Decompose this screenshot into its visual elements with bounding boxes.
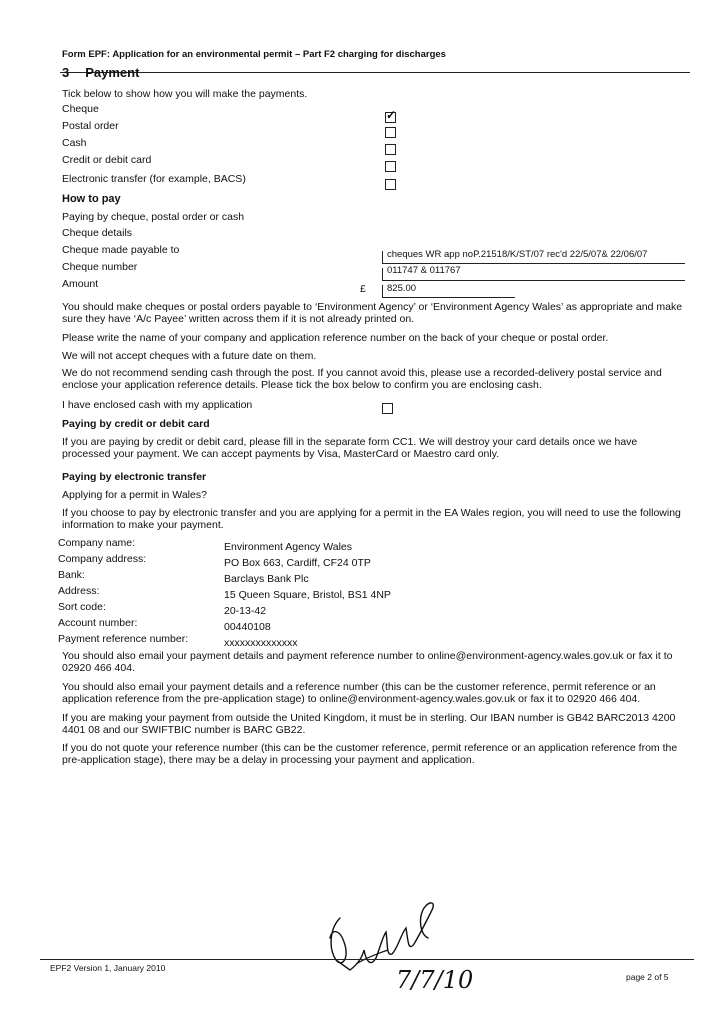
wales-question: Applying for a permit in Wales? — [62, 489, 207, 501]
cash-post-paragraph: We do not recommend sending cash through the post. If you cannot avoid this, please use a recorded-delivery postal service and enclose your application reference details. Please tick the box below to confirm you are enclosing cash. — [62, 367, 662, 391]
payable-value: cheques WR app noP.21518/K/ST/07 rec'd 22/5/07& 22/06/07 — [387, 249, 648, 260]
page-number: page 2 of 5 — [626, 972, 669, 982]
detail-label: Sort code: — [58, 601, 106, 613]
email-reference-paragraph: You should also email your payment details and a reference number (this can be the customer reference, permit reference or an application reference from the pre-application stage) to online@environment-agency.wales.gov.uk or fax it to 02920 466 404. — [62, 681, 656, 705]
how-to-pay-heading: How to pay — [62, 193, 121, 205]
postal-order-checkbox[interactable] — [385, 127, 396, 138]
cheque-details-line: Cheque details — [62, 227, 133, 239]
header-rule — [60, 72, 690, 73]
detail-label: Address: — [58, 585, 100, 597]
amount-label: Amount — [62, 278, 99, 290]
detail-value: 20-13-42 — [224, 605, 267, 617]
detail-value: xxxxxxxxxxxxxx — [224, 637, 298, 649]
method-label-electronic: Electronic transfer (for example, BACS) — [62, 173, 246, 185]
method-label-postal-order: Postal order — [62, 120, 119, 132]
detail-value: Environment Agency Wales — [224, 541, 353, 553]
detail-label: Account number: — [58, 617, 138, 629]
method-label-card: Credit or debit card — [62, 154, 152, 166]
handwritten-date: 7/7/10 — [396, 966, 474, 994]
detail-label: Payment reference number: — [58, 633, 189, 645]
future-date-paragraph: We will not accept cheques with a future date on them. — [62, 350, 317, 362]
method-label-cash: Cash — [62, 137, 87, 149]
cash-enclosed-checkbox[interactable] — [382, 403, 393, 414]
detail-value: Barclays Bank Plc — [224, 573, 309, 585]
card-checkbox[interactable] — [385, 161, 396, 172]
method-label-cheque: Cheque — [62, 103, 99, 115]
cheque-checkbox[interactable] — [385, 108, 397, 123]
cash-enclosed-label: I have enclosed cash with my application — [62, 399, 253, 411]
section-number: 3 — [62, 65, 70, 80]
currency-symbol: £ — [360, 283, 366, 295]
detail-value: 15 Queen Square, Bristol, BS1 4NP — [224, 589, 391, 601]
detail-label: Bank: — [58, 569, 85, 581]
cheque-number-value: 011747 & 011767 — [387, 265, 461, 276]
detail-value: PO Box 663, Cardiff, CF24 0TP — [224, 557, 371, 569]
electronic-heading: Paying by electronic transfer — [62, 471, 207, 483]
form-title: Form EPF: Application for an environmental permit – Part F2 charging for discharges — [62, 49, 446, 60]
write-name-paragraph: Please write the name of your company and application reference number on the back of your cheque or postal order. — [62, 332, 609, 344]
footer-rule — [40, 959, 694, 960]
email-paragraph: You should also email your payment details and payment reference number to online@environment-agency.wales.gov.uk or fax it to 02920 466 404. — [62, 650, 673, 674]
form-version: EPF2 Version 1, January 2010 — [50, 963, 166, 973]
payable-label: Cheque made payable to — [62, 244, 180, 256]
detail-label: Company name: — [58, 537, 136, 549]
cheque-number-label: Cheque number — [62, 261, 138, 273]
electronic-intro-paragraph: If you choose to pay by electronic transfer and you are applying for a permit in the EA Wales region, you will need to use the following information to make your payment. — [62, 507, 681, 531]
check-mark-icon: ✓ — [386, 108, 397, 122]
electronic-checkbox[interactable] — [385, 179, 396, 190]
cash-checkbox[interactable] — [385, 144, 396, 155]
sterling-paragraph: If you are making your payment from outside the United Kingdom, it must be in sterling. Our IBAN number is GB42 BARC2013 4200 4401 08 and our SWIFTBIC number is BARC GB22. — [62, 712, 676, 736]
handwritten-signature — [310, 898, 450, 1024]
section-title: Payment — [85, 65, 140, 80]
card-paragraph: If you are paying by credit or debit card, please fill in the separate form CC1. We will destroy your card details once we have processed your payment. We can accept payments by Visa, MasterCard or Maestro card only. — [62, 436, 638, 460]
detail-value: 00440108 — [224, 621, 271, 633]
cheque-cash-line: Paying by cheque, postal order or cash — [62, 211, 245, 223]
section-heading — [62, 65, 139, 80]
cheque-payee-paragraph: You should make cheques or postal orders payable to ‘Environment Agency’ or ‘Environment Agency Wales’ as appropriate and make sure they have ‘A/c Payee’ written across them if it is not already printed on. — [62, 301, 683, 325]
methods-intro: Tick below to show how you will make the payments. — [62, 88, 308, 100]
reference-delay-paragraph: If you do not quote your reference number (this can be the customer reference, permit reference or an application reference from the pre-application stage), there may be a delay in processing your payment and application. — [62, 742, 678, 766]
amount-value: 825.00 — [387, 283, 417, 294]
card-heading: Paying by credit or debit card — [62, 418, 210, 430]
detail-label: Company address: — [58, 553, 147, 565]
